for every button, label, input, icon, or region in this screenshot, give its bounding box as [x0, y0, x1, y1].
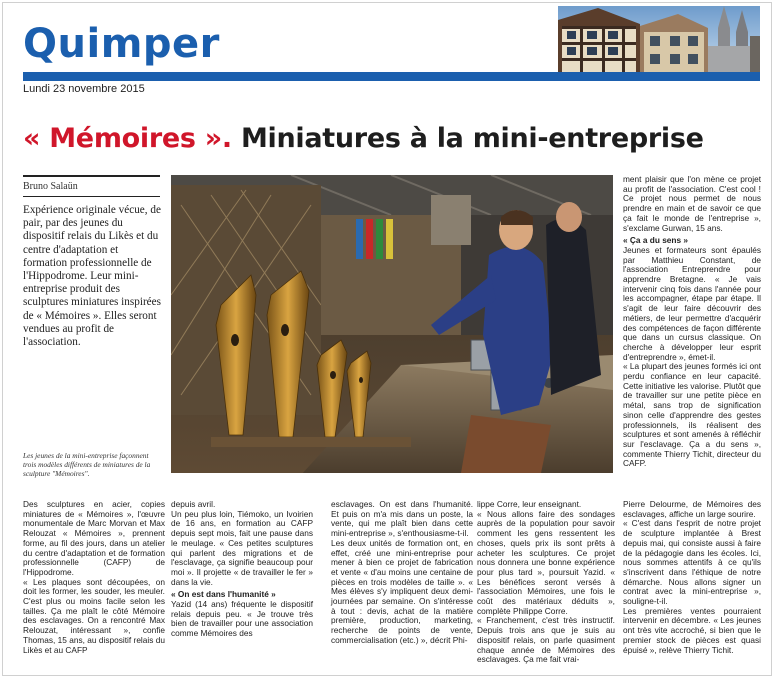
subheading-sens: « Ça a du sens »: [623, 235, 689, 246]
headline-rest: Miniatures à la mini-entreprise: [231, 123, 704, 154]
workshop-sculptures-image: [171, 175, 613, 473]
section-blue-rule: [23, 72, 760, 81]
paragraph: « La plupart des jeunes formés ici ont perdu confiance en leur capacité. Cette initiative les valorise. Plutôt que de travailler sur une petite pièce en métal, sans trop de signification sinon celle d'apprendre des gestes professionnels, ils réalisent des sculptures et sont amenés à réfléchir sur l'esclavage. Ça a du sens », commente Thierry Tichit, directeur du CAFP.: [623, 361, 761, 469]
paragraph: « C'est dans l'esprit de notre projet de sculpture implantée à Brest depuis mai, qui consiste aussi à faire de la pédagogie dans les écoles. Ici, nous sommes attentifs à ce qu'ils s'inscrivent dans l'éthique de notre démarche. Nous allons signer un contrat avec la mini-entreprise », souligne-t-il.: [623, 518, 761, 607]
section-name: Quimper: [23, 21, 220, 67]
quimper-houses-image: [558, 6, 760, 72]
article-headline: [23, 123, 704, 154]
paragraph: « Franchement, c'est très instructif. Depuis trois ans que je suis au dispositif relais, on parle quasiment chaque année de Mémoires des esclavages. Ça me fait vrai-: [477, 615, 615, 665]
paragraph: « Les plaques sont découpées, on doit les former, les souder, les meuler. C'est plus ou moins facile selon les tailles. Ça me plaît le côté Mémoire des esclavages. On a rencontré Max Relouzat, intéressant », confie Thomas, 15 ans, au dispositif relais du Likès et au CAFP: [23, 576, 165, 655]
author-byline: Bruno Salaün: [23, 181, 78, 192]
paragraph: esclavages. On est dans l'humanité. Et puis on m'a mis dans un poste, la vente, qui me plaît bien dans cette mini-entreprise », s'enthousiasme-t-il.: [331, 499, 473, 539]
headline-quoted-title: « Mémoires ».: [23, 123, 232, 154]
paragraph: Les premières ventes pourraient intervenir en décembre. « Les jeunes ont très vite accroché, si bien que le premier stock de pièces est quasi épuisé », relève Thierry Tichit.: [623, 605, 761, 655]
article-column-1: [23, 500, 165, 655]
subheading-humanite: « On est dans l'humanité »: [171, 589, 276, 600]
paragraph: ment plaisir que l'on mène ce projet au profit de l'association. C'est cool ! Ce projet nous permet de nous prendre en main et de savoir ce que ça fait le monde de l'entreprise », s'exclame Gurwan, 15 ans.: [623, 174, 761, 233]
paragraph: Pierre Delourme, de Mémoires des esclavages, affiche un large sourire.: [623, 499, 761, 519]
paragraph: Des sculptures en acier, copies miniatures de « Mémoires », l'œuvre monumentale de Marc Morvan et Max Relouzat « Mémoires », prennent forme, au fil des jours, dans un atelier du centre d'adaptation et de formation professionnelle (CAFP) de l'Hippodrome.: [23, 499, 165, 577]
paragraph: « Nous allons faire des sondages auprès de la population pour savoir comment les gens ressentent les choses, quels prix ils sont prêts à acheter les sculptures. Ce projet nous donnera une bonne expérience pour plus tard », poursuit Yazid. « Les bénéfices seront versés à l'association Mémoires, une fois le coût des matériaux déduits », complète Philippe Corre.: [477, 508, 615, 616]
paragraph: Un peu plus loin, Tiémoko, un Ivoirien de 16 ans, en formation au CAFP depuis sept mois, fait une pause dans le meulage. « Ces petites sculptures qui parlent des migrations et de l'esclavage, ça signifie beaucoup pour moi ». Il projette « de travailler le fer » dans la vie.: [171, 508, 313, 587]
article-column-4: [477, 500, 615, 665]
paragraph: Yazid (14 ans) fréquente le dispositif relais depuis peu. « Je trouve très bien de travailler pour une association comme Mémoires des: [171, 599, 313, 639]
workshop-photo: [171, 175, 613, 473]
byline-top-rule: [23, 175, 160, 177]
newspaper-page: [2, 2, 772, 676]
article-column-5: [623, 500, 761, 655]
paragraph: Jeunes et formateurs sont épaulés par Matthieu Constant, de l'association Entreprendre pour apprendre Bretagne. « Je vais intervenir cinq fois dans l'année pour les accompagner, étape par étape. Il s'agit de leur faire découvrir des métiers, de leur permettre d'acquérir des compétences de façon différente que dans un cursus classique. On cherche à développer leur esprit d'entreprendre », émet-il.: [623, 244, 761, 362]
publication-date: Lundi 23 novembre 2015: [23, 83, 145, 95]
article-lead: Expérience originale vécue, de pair, par des jeunes du dispositif relais du Likès et du centre d'adaptation et formation professionnelle de l'Hippodrome. Leur mini-entreprise produit des sculptures miniatures inspirées de « Mémoires ». Elles seront vendues au profit de l'association.: [23, 204, 161, 349]
paragraph: depuis avril.: [171, 499, 216, 509]
photo-caption: Les jeunes de la mini-entreprise façonnent trois modèles différents de miniatures de la sculpture "Mémoires".: [23, 451, 151, 479]
byline-bottom-rule: [23, 196, 160, 197]
article-column-2: [171, 500, 313, 639]
paragraph: lippe Corre, leur enseignant.: [477, 499, 582, 509]
header-photo-quimper: [558, 6, 760, 72]
article-column-right: [623, 175, 761, 469]
paragraph: Les deux unités de formation ont, en effet, créé une mini-entreprise pour mener à bien ce projet de fabrication et vente « d'au moins une centaine de pièces en trois modèles de taille ». « Mes élèves s'y impliquent deux demi-journées par semaine. On s'intéresse à tout : devis, achat de la matière première, production, marketing, recherche de points de vente, commercialisation (etc.) », décrit Phi-: [331, 537, 473, 645]
article-column-3: [331, 500, 473, 646]
